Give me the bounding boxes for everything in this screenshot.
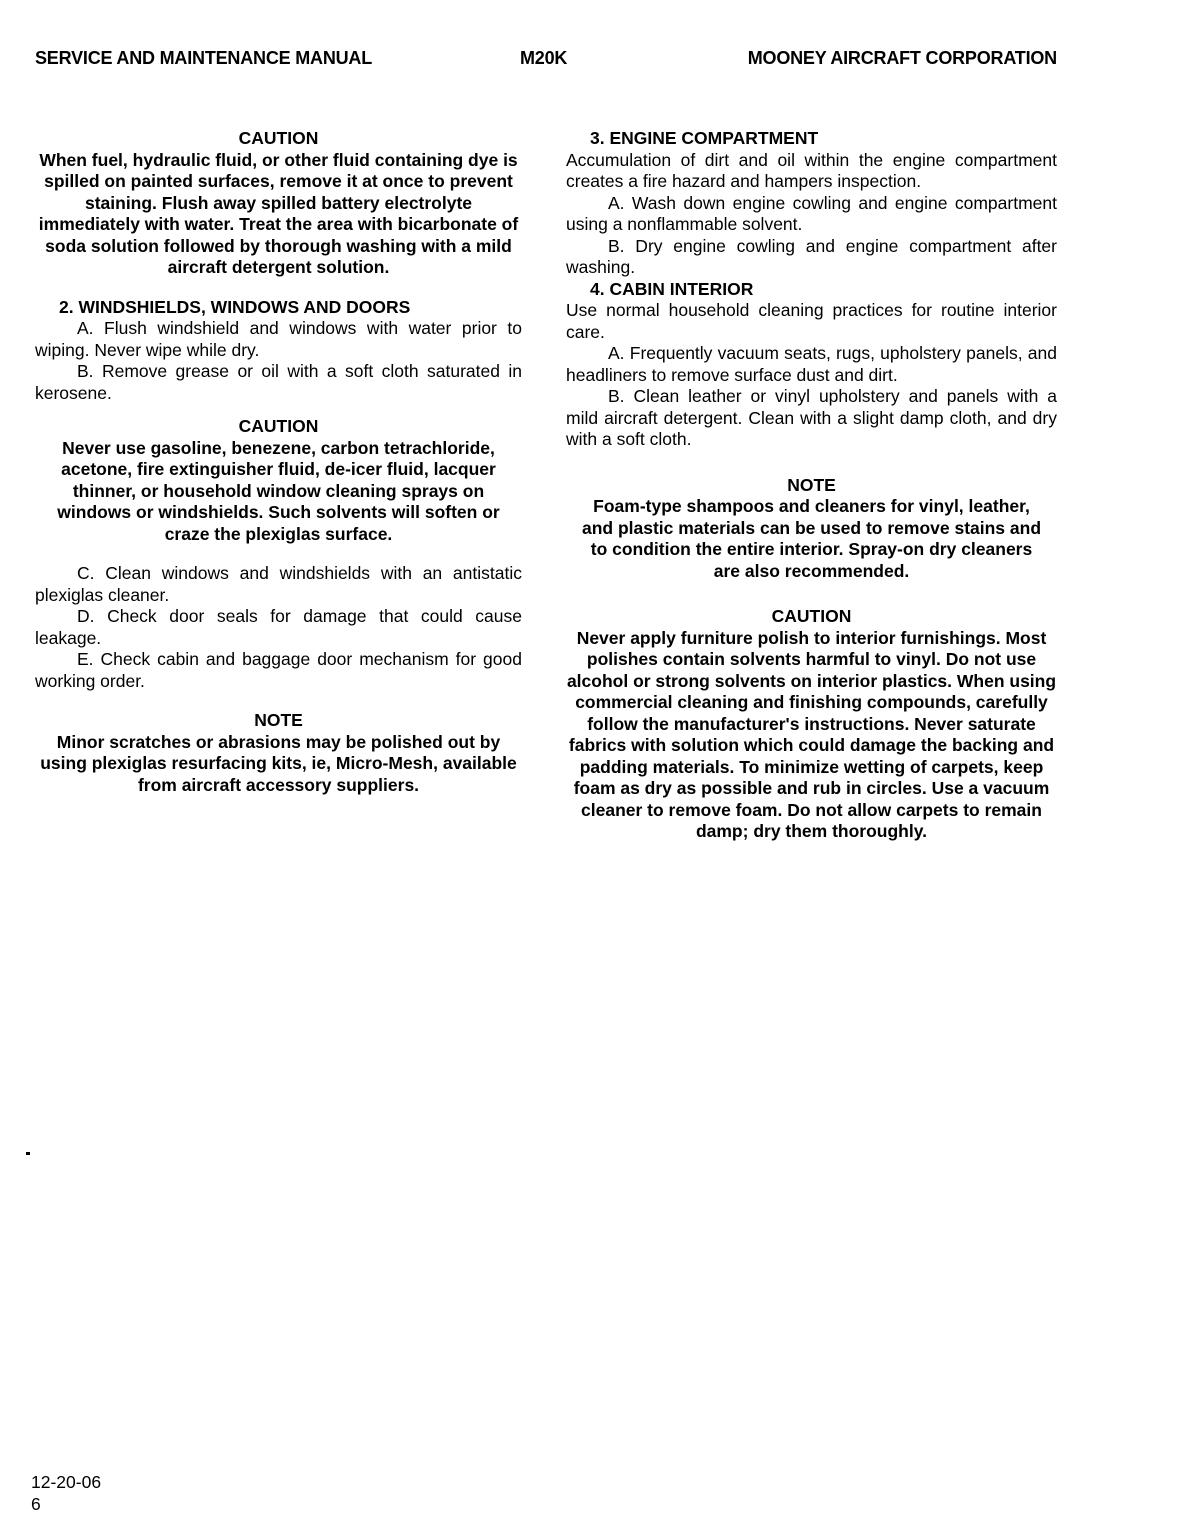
- caution-title: CAUTION: [238, 128, 319, 148]
- step-a: A. Flush windshield and windows with water prior to wiping. Never wipe while dry.: [35, 318, 522, 360]
- step-a: A. Wash down engine cowling and engine compartment using a nonflammable solvent.: [566, 192, 1057, 234]
- page-number: 6: [31, 1494, 41, 1514]
- note-text: Foam-type shampoos and cleaners for vinyl, leather, and plastic materials can be used to remove stains and to condition the entire interior. Spray-on dry cleaners are also recommended.: [581, 496, 1042, 581]
- company-name: MOONEY AIRCRAFT CORPORATION: [747, 48, 1057, 68]
- section-heading: 3. ENGINE COMPARTMENT: [590, 128, 819, 148]
- section-windshields: [35, 297, 522, 405]
- step-b: B. Dry engine cowling and engine compartment after washing.: [566, 235, 1057, 277]
- section-cabin-interior: [566, 279, 1057, 451]
- note-title: NOTE: [254, 710, 303, 730]
- caution-fluid-spill: [35, 128, 522, 279]
- step-e: E. Check cabin and baggage door mechanism for good working order.: [35, 649, 522, 691]
- left-column: [35, 128, 522, 796]
- model-designation: M20K: [520, 48, 568, 68]
- step-b: B. Clean leather or vinyl upholstery and panels with a mild aircraft detergent. Clean with a slight damp cloth, and dry with a soft cloth.: [566, 386, 1057, 449]
- page-footer: [31, 1471, 101, 1515]
- section-engine-compartment: [566, 128, 1057, 279]
- caution-text: When fuel, hydraulic fluid, or other fluid containing dye is spilled on painted surfaces, remove it at once to prevent staining. Flush away spilled battery electrolyte immediately with water. Treat the area with bicarbonate of soda solution followed by thorough washing with a mild aircraft detergent solution.: [38, 149, 519, 277]
- section-intro: Accumulation of dirt and oil within the engine compartment creates a fire hazard and hampers inspection.: [566, 149, 1057, 191]
- manual-title: SERVICE AND MAINTENANCE MANUAL: [35, 48, 373, 68]
- step-b: B. Remove grease or oil with a soft cloth saturated in kerosene.: [35, 361, 522, 403]
- step-c: C. Clean windows and windshields with an antistatic plexiglas cleaner.: [35, 563, 522, 605]
- section-intro: Use normal household cleaning practices for routine interior care.: [566, 300, 1057, 342]
- caution-furniture-polish: [566, 606, 1057, 843]
- section-heading: 2. WINDSHIELDS, WINDOWS AND DOORS: [59, 296, 411, 317]
- caution-solvents: [35, 416, 522, 545]
- step-a: A. Frequently vacuum seats, rugs, upholstery panels, and headliners to remove surface dust and dirt.: [566, 343, 1057, 385]
- page-header: [35, 48, 1057, 72]
- caution-text: Never apply furniture polish to interior furnishings. Most polishes contain solvents harmful to vinyl. Do not use alcohol or strong solvents on interior plastics. When using commercial cleaning and finishing compounds, carefully follow the manufacturer's instructions. Never saturate fabrics with solution which could damage the backing and padding materials. To minimize wetting of carpets, keep foam as dry as possible and rub in circles. Use a vacuum cleaner to remove foam. Do not allow carpets to remain damp; dry them thoroughly.: [566, 627, 1057, 841]
- caution-title: CAUTION: [238, 416, 319, 436]
- revision-date: 12-20-06: [31, 1472, 102, 1492]
- section-windshields-continued: [35, 563, 522, 692]
- right-column: [566, 128, 1057, 843]
- step-d: D. Check door seals for damage that could cause leakage.: [35, 606, 522, 648]
- section-heading: 4. CABIN INTERIOR: [590, 278, 754, 299]
- scan-speck: [26, 1152, 30, 1155]
- note-text: Minor scratches or abrasions may be polished out by using plexiglas resurfacing kits, ie, Micro-Mesh, available from aircraft accessory suppliers.: [40, 731, 517, 795]
- caution-title: CAUTION: [771, 606, 852, 626]
- note-foam-cleaners: [566, 475, 1057, 583]
- note-scratches: [35, 710, 522, 796]
- note-title: NOTE: [787, 474, 836, 495]
- caution-text: Never use gasoline, benezene, carbon tetrachloride, acetone, fire extinguisher fluid, de-icer fluid, lacquer thinner, or household window cleaning sprays on windows or windshields. Such solvents will soften or craze the plexiglas surface.: [57, 437, 500, 544]
